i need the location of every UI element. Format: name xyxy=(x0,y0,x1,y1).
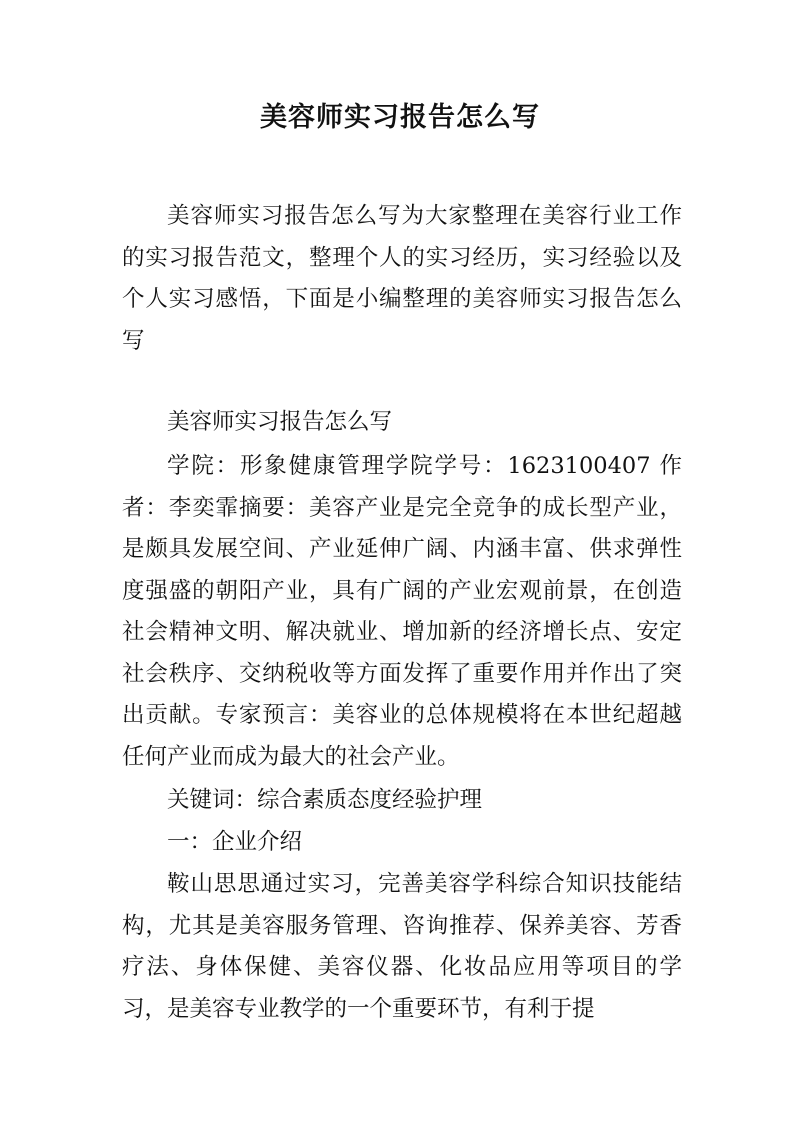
abstract-paragraph: 学院：形象健康管理学院学号：1623100407 作者：李奕霏摘要：美容产业是完全竞争的成长型产业，是颇具发展空间、产业延伸广阔、内涵丰富、供求弹性度强盛的朝阳产业，具有广阔的产业宏观前景，在创造社会精神文明、解决就业、增加新的经济增长点、安定社会秩序、交纳税收等方面发挥了重要作用并作出了突出贡献。专家预言：美容业的总体规模将在本世纪超越任何产业而成为最大的社会产业。 xyxy=(122,453,682,770)
document-title: 美容师实习报告怎么写 xyxy=(260,102,540,133)
keywords-line: 关键词：综合素质态度经验护理 xyxy=(167,787,483,813)
section-heading: 一：企业介绍 xyxy=(167,829,303,855)
subtitle-line: 美容师实习报告怎么写 xyxy=(167,409,393,435)
body-paragraph: 鞍山思思通过实习，完善美容学科综合知识技能结构，尤其是美容服务管理、咨询推荐、保养美容、芳香疗法、身体保健、美容仪器、化妆品应用等项目的学习，是美容专业教学的一个重要环节，有利于提 xyxy=(122,871,682,1022)
intro-paragraph: 美容师实习报告怎么写为大家整理在美容行业工作的实习报告范文，整理个人的实习经历，实习经验以及个人实习感悟，下面是小编整理的美容师实习报告怎么写 xyxy=(122,203,682,354)
